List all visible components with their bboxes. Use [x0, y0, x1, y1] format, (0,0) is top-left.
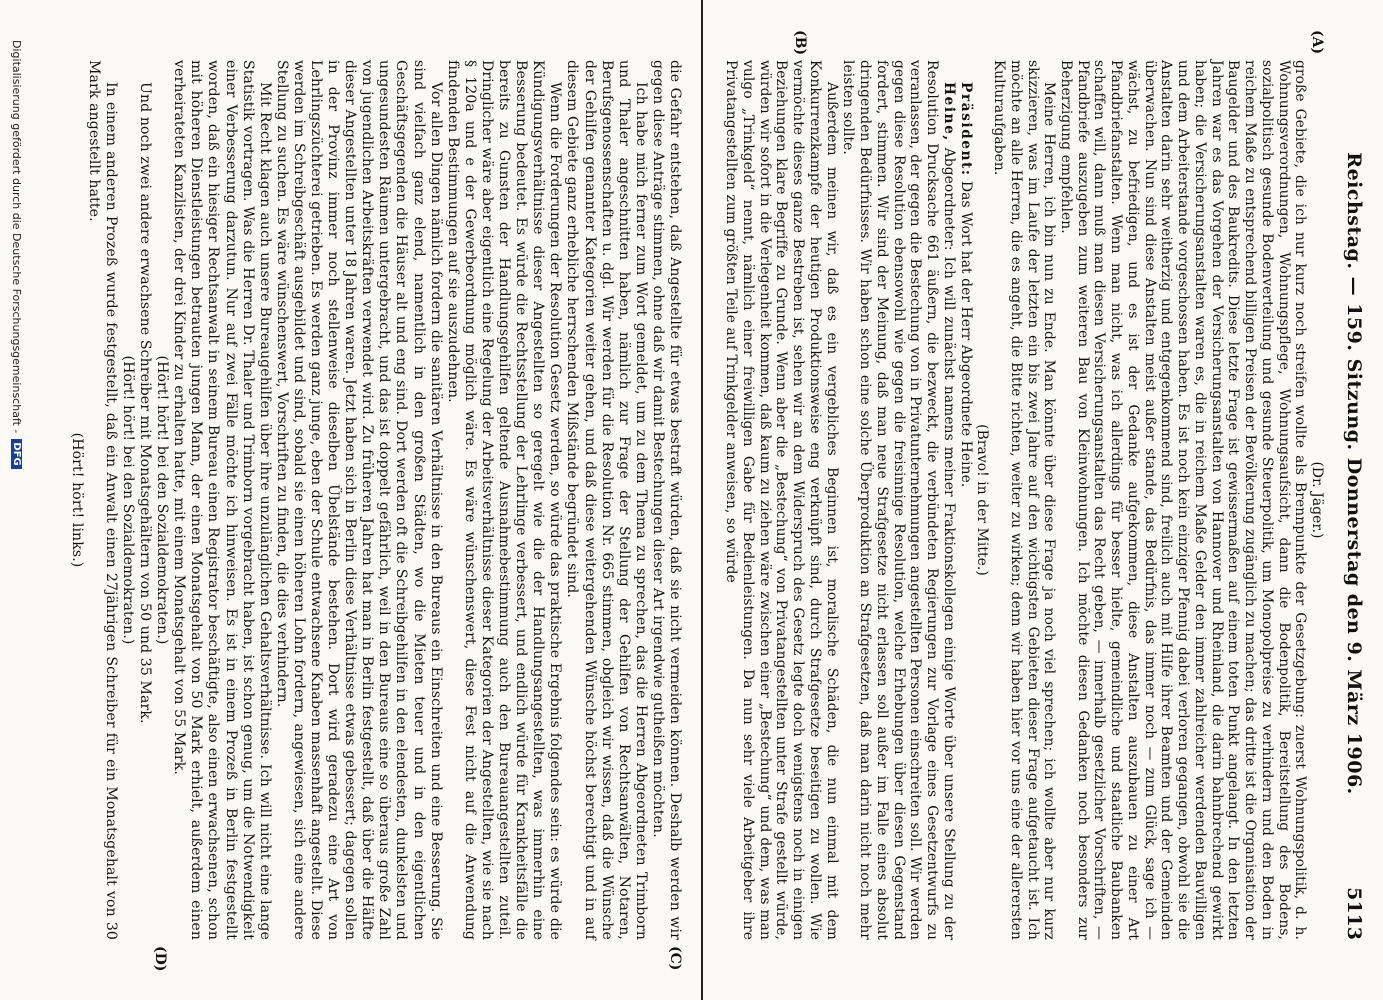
interjection: (Hört! hört! bei den Sozialdemokraten.): [154, 355, 171, 645]
column-divider: [701, 0, 703, 1000]
paragraph: Vor allen Dingen nämlich fordern die sanitären Verhältnisse in den Bureaus ein Einschreiten und eine Besserung. Sie sind vielfach ganz elend, namentlich in den großen Städten, wo die Mieten teuer und in den eigentlichen Geschäftsgegenden die Häuser alt und eng sind. Dort werden oft die Schreibgehilfen in den elendesten, dunkelsten und ungesundesten Räumen untergebracht, und das ist doppelt gefährlich, weil in den Bureaus eine so überaus große Zahl von jugendlichen Arbeitskräften verwendet wird. Zu früheren Jahren hat man in Berlin festgestellt, daß über die Hälfte dieser Angestellten unter 18 Jahren waren. Jetzt haben sich in Berlin diese Verhältnisse etwas gebessert; dagegen sollen in der Provinz immer noch stellenweise dieselben Übelstände bestehen. Dort wird geradezu eine Art von Lehrlingszüchterei getrieben. Es werden ganz junge, eben der Schule entwachsene Knaben massenhaft angestellt. Diese werden im Schreibgeschäft ausgebildet und sind, sobald sie einen höheren Lohn fordern, angewiesen, sich eine andere Stellung zu suchen. Es wäre wünschenswert, Vorschriften zu finden, die dies verhindern.: [273, 60, 444, 940]
heine-paragraph: [840, 60, 957, 940]
paragraph: Ich habe mich ferner zum Wort gemeldet, um zu dem Thema zu sprechen, das die Herren Abgeordneten Trimborn und Thaler angeschnitten haben, nämlich zur Frage der Stellung der Gehilfen von Rechtsanwälten, Notaren, Berufsgenossenschaften u. dgl. Wir werden für die Resolution Nr. 665 stimmen, obgleich wir wissen, daß die Wünsche der Gehilfen genannter Kategorien weiter gehen, und daß diese weitergehenden Wünsche höchst berechtigt und in auf diesem Gebiete ganz erhebliche herrschenden Mißstände begründet sind.: [564, 60, 649, 940]
right-column: [68, 60, 683, 940]
paragraph: große Gebiete, die ich nur kurz noch streifen wollte als Brennpunkte der Gesetzgebung: zuerst Wohnungspolitik, d. h. Wohnungsverordnungen, Wohnungspflege, Wohnungsaufsicht, dann die Bodenpolitik, Bereitstellung des Bodens, sozialpolitisch gesunde Bodenverteilung und gesunde Steuerpolitik, um Monopolpreise zu verhindern und den Boden in reichem Maße zu entsprechend billigen Preisen der Bevölkerung zugänglich zu machen; das dritte ist die Organisation der Baugelder und des Baukredits. Diese letzte Frage ist gewissermaßen auf einem toten Punkt angelangt. In den letzten Jahren war es das Vorgehen der Versicherungsanstalten von Hannover und Rheinland, die darin bahnbrechend gewirkt haben; die Versicherungsanstalten waren es, die in reichem Maße Gelder den immer zahlreicher werdenden Bauvilligen und dem Arbeiterstande vorgeschossen haben. Es ist noch kein einziger Pfennig dabei verloren gegangen, obwohl sie die Anstalten darin sehr weitherzig und entgegenkommend sind, freilich auch mit Hilfe ihrer Beamten und der Gemeinden überwachen. Nun sind diese Anstalten meist außer stande, das Bedürfnis, das immer noch — zum Glück, sage ich — wächst, zu befriedigen, und es ist der Gedanke aufgekommen, diese Anstalten auszubauen zu einer Art Pfandbriefanstalten. Wenn man nicht, was ich allerdings für besser hielte, gemeindliche und staatliche Baubanken schaffen will, dann muß man diesen Versicherungsanstalten das Recht geben, — innerhalb gesetzlicher Vorschriften, — Pfandbriefe auszugeben zum weiteren Bau von Kleinwohnungen. Ich möchte diesen Gedanken noch besonders zur Beherzigung empfehlen.: [1057, 60, 1309, 940]
paragraph: In einem anderen Prozeß wurde festgestellt, daß ein Anwalt einen 27jährigen Schreiber für ein Monatsgehalt von 30 Mark angestellt hatte.: [85, 60, 119, 940]
dfg-logo: DFG: [12, 439, 23, 468]
speech-text: Abgeordneter: Ich will zunächst namens meiner Fraktionskollegen einige Worte über unsere Stellung zu der Resolution Drucksache 661 äußern, die bezweckt, die verbündeten Regierungen zur Vorlage eines Gesetzentwurfs zu veranlassen, der gegen die Bestechung von in Privatunternehmungen angestellten Personen einschreiten soll. Wir werden gegen diese Resolution ebensowohl wie gegen die freisinnige Resolution, welche Erhebungen über diesen Gegenstand fordert, stimmen. Wir sind der Meinung, daß man neue Strafgesetze nicht erlassen soll außer im Falle eines absolut dringenden Bedürfnisses. Wir haben schon eine solche Überproduktion an Strafgesetzen, daß man darin nicht noch mehr leisten sollte.: [840, 60, 957, 940]
paragraph: Und noch zwei andere erwachsene Schreiber mit Monatsgehältern von 50 und 35 Mark.: [137, 82, 154, 724]
interjection: (Hört! hört! links.): [68, 432, 85, 568]
applause-note: (Bravo! in der Mitte.): [974, 424, 991, 576]
paragraph: Meine Herren, ich bin nun zu Ende. Man könnte über diese Frage ja noch viel sprechen; ich wollte aber nur kurz skizzieren, was im Laufe der letzten ein bis zwei Jahre auf den wichtigsten Gebieten dieser Frage aufgetaucht ist. Ich möchte an alle Herren, die es angeht, die Bitte richten, weiter zu wirken; denn wir haben hier vor uns eine der allerersten Kulturaufgaben.: [991, 60, 1058, 940]
header-title: Reichstag. — 159. Sitzung. Donnerstag den 9. März 1906.: [1343, 152, 1365, 795]
interjection: (Hört! hört! bei den Sozialdemokraten.): [120, 355, 136, 645]
footer-note: Digitalisierung gefördert durch die Deutsche Forschungsgemeinschaft -: [10, 40, 24, 434]
president-text: Das Wort hat der Herr Abgeordnete Heine.: [957, 181, 974, 488]
president-paragraph: [957, 60, 974, 940]
left-column: [723, 60, 1325, 940]
margin-mark-a: (A): [1309, 30, 1325, 55]
margin-mark-d: (D): [152, 946, 168, 972]
paragraph: Wenn die Forderungen der Resolution Gesetz werden, so würde das praktische Ergebnis folgendes sein: es würde die Kündigungsverhältnisse dieser Angestellten so geregelt wie die der Handlungsangestellten, was immerhin eine Besserung bedeutet. Es würde die Rechtsstellung der Lehrlinge verbessert, und endlich würde für Krankheitsfälle die bereits zu Gunsten der Handlungsgehilfen geltende Ausnahmebestimmung auch den Bureauangestellten zuteil. Dringlicher wäre aber eigentlich eine Regelung der Arbeitsverhältnisse dieser Kategorien der Angestellten, wie sie nach § 120a und e der Gewerbeordnung möglich wäre. Es wäre wünschenswert, diese Fest nicht auf die Anwendung findenden Bestimmungen auf sie auszudehnen.: [444, 60, 564, 940]
margin-mark-b: (B): [792, 30, 808, 56]
margin-mark-c: (C): [667, 946, 683, 971]
page-header: [1335, 60, 1365, 940]
digitization-footer: [6, 40, 28, 980]
speaker-label: Heine,: [940, 82, 957, 142]
speaker-reference: (Dr. Jäger.): [1309, 461, 1325, 539]
page-number: 5113: [1343, 887, 1365, 940]
paragraph: die Gefahr entstehen, daß Angestellte für etwas bestraft würden, daß sie nicht vermeiden können. Deshalb werden wir gegen diese Anträge stimmen, ohne daß wir damit Bestechungen dieser Art irgendwie gutheißen möchten.: [649, 60, 683, 940]
paragraph: Mit Recht klagen auch unsere Bureaugehilfen über ihre unzulänglichen Gehaltsverhältnisse. Ich will nicht eine lange Statistik vortragen. Was die Herren Dr. Thaler und Trimborn vorgebracht haben, ist schon genug, um die Notwendigkeit einer Verbesserung darzutun. Nur auf zwei Fälle möchte ich hinweisen. Es ist in einem Prozeß in Berlin festgestellt worden, daß ein hiesiger Rechtsanwalt in seinem Bureau einen Registrator beschäftigte, also einen erwachsenen, schon mit höheren Dienstleistungen betrauten jungen Mann, der einen Monatsgehalt von 50 Mark erhielt, außerdem einen verheirateten Kanzlisten, der drei Kinder zu erhalten hatte, mit einem Monatsgehalt von 55 Mark.: [171, 60, 273, 940]
president-label: Präsident:: [957, 82, 974, 177]
paragraph: Außerdem meinen wir, daß es ein vergebliches Beginnen ist, moralische Schäden, die nun einmal mit dem Konkurrenzkampfe der heutigen Produktionsweise eng verknüpft sind, durch Strafgesetze beseitigen zu wollen. Wie vermöchte dieses ganze Bestreben ist, sehen wir an dem Widerspruch des Gesetz legte doch wenigstens noch in einigen Beziehungen klare Begriffe zu Grunde. Wenn aber die „Bestechung“ von Privatangestellten unter Strafe gestellt würde, würden wir sofort in die Verlegenheit kommen, daß kaum zu ziehen wäre zwischen einer „Bestechung“ und dem, was man vulgo „Trinkgeld“ nennt, nämlich einer freiwilligen Gabe für Bedienleistungen. Da nun sehr viele Arbeitgeber ihre Privatangestellten zum größten Teile auf Trinkgelder anweisen, so würde: [723, 60, 840, 940]
